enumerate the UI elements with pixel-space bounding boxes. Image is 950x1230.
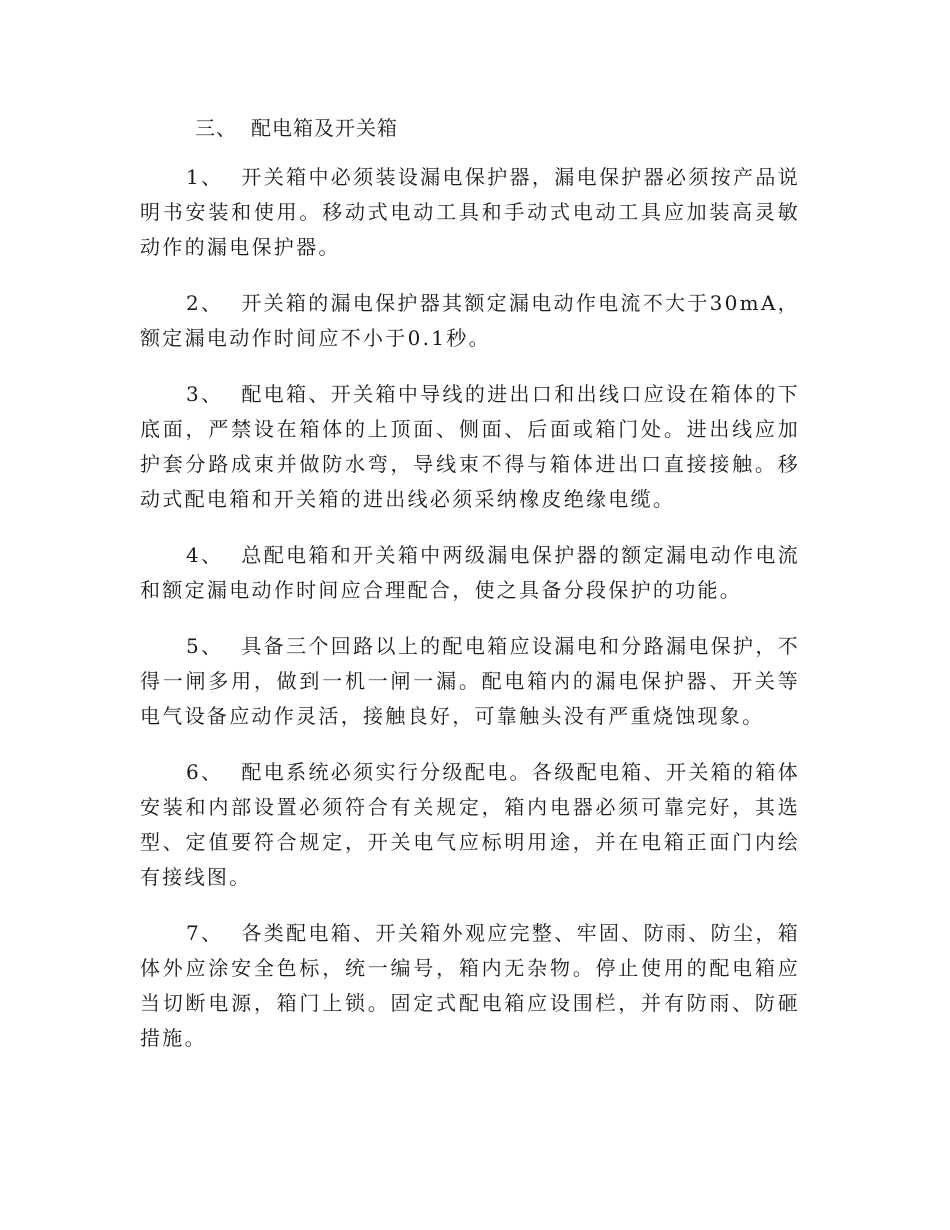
- paragraph-7: [140, 916, 800, 1056]
- paragraph-number: 5、: [186, 634, 224, 658]
- paragraph-text: 开关箱中必须装设漏电保护器，漏电保护器必须按产品说明书安装和使用。移动式电动工具和手动式电动工具应加装高灵敏动作的漏电保护器。: [140, 165, 801, 259]
- paragraph-text: 各类配电箱、开关箱外观应完整、牢固、防雨、防尘，箱体外应涂安全色标，统一编号，箱内无杂物。停止使用的配电箱应当切断电源，箱门上锁。固定式配电箱应设围栏，并有防雨、防砸措施。: [140, 921, 801, 1050]
- paragraph-text: 配电箱、开关箱中导线的进出口和出线口应设在箱体的下底面，严禁设在箱体的上顶面、侧面、后面或箱门处。进出线应加护套分路成束并做防水弯，导线束不得与箱体进出口直接接触。移动式配电箱和开关箱的进出线必须采纳橡皮绝缘电缆。: [140, 382, 801, 511]
- paragraph-text: 配电系统必须实行分级配电。各级配电箱、开关箱的箱体安装和内部设置必须符合有关规定，箱内电器必须可靠完好，其选型、定值要符合规定，开关电气应标明用途，并在电箱正面门内绘有接线图。: [140, 760, 801, 889]
- paragraph-text: 总配电箱和开关箱中两级漏电保护器的额定漏电动作电流和额定漏电动作时间应合理配合，使之具备分段保护的功能。: [140, 543, 801, 602]
- section-title: 配电箱及开关箱: [251, 116, 398, 140]
- paragraph-number: 3、: [186, 382, 224, 406]
- paragraph-2: [140, 286, 800, 356]
- paragraph-4: [140, 538, 800, 608]
- paragraph-text: 具备三个回路以上的配电箱应设漏电和分路漏电保护，不得一闸多用，做到一机一闸一漏。配电箱内的漏电保护器、开关等电气设备应动作灵活，接触良好，可靠触头没有严重烧蚀现象。: [140, 634, 801, 728]
- section-number: 三、: [195, 116, 237, 140]
- paragraph-3: [140, 377, 800, 517]
- paragraph-number: 7、: [186, 921, 224, 945]
- document-body: [140, 160, 800, 1077]
- paragraph-6: [140, 755, 800, 895]
- paragraph-number: 2、: [186, 291, 224, 315]
- section-heading: [195, 112, 398, 144]
- paragraph-text: 开关箱的漏电保护器其额定漏电动作电流不大于30mA，额定漏电动作时间应不小于0.1秒。: [140, 291, 800, 350]
- paragraph-number: 4、: [186, 543, 224, 567]
- paragraph-5: [140, 629, 800, 734]
- paragraph-number: 6、: [186, 760, 224, 784]
- paragraph-number: 1、: [186, 165, 224, 189]
- paragraph-1: [140, 160, 800, 265]
